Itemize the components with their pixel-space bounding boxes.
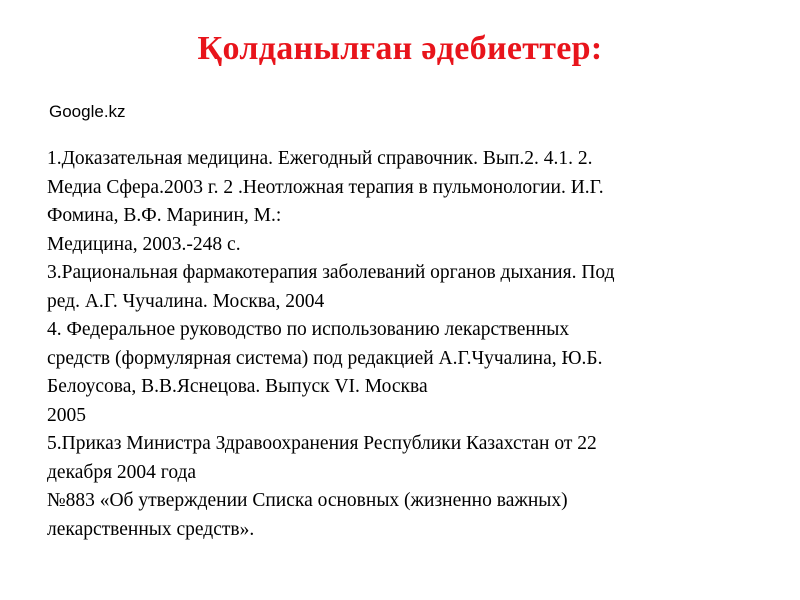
references-list — [47, 145, 777, 544]
reference-line: лекарственных средств». — [47, 518, 255, 540]
reference-line: декабря 2004 года — [47, 461, 197, 483]
reference-line: ред. А.Г. Чучалина. Москва, 2004 — [47, 290, 325, 312]
reference-line: 4. Федеральное руководство по использованию лекарственных — [47, 319, 570, 340]
reference-line: средств (формулярная система) под редакцией А.Г.Чучалина, Ю.Б. — [47, 347, 603, 369]
slide-title: Қолданылған әдебиеттер: — [197, 30, 603, 67]
reference-line: 3.Рациональная фармакотерапия заболеваний органов дыхания. Под — [47, 262, 615, 283]
source-label: Google.kz — [49, 102, 126, 121]
reference-line: Фомина, В.Ф. Маринин, М.: — [47, 205, 282, 226]
reference-line: 2005 — [47, 404, 86, 426]
reference-line: Медиа Сфера.2003 г. 2 .Неотложная терапия в пульмонологии. И.Г. — [47, 176, 604, 198]
reference-line: 5.Приказ Министра Здравоохранения Республики Казахстан от 22 — [47, 433, 597, 454]
reference-line: Белоусова, В.В.Яснецова. Выпуск VI. Москва — [47, 376, 428, 397]
reference-line: Медицина, 2003.-248 с. — [47, 233, 241, 255]
reference-line: №883 «Об утверждении Списка основных (жизненно важных) — [47, 490, 568, 511]
reference-line: 1.Доказательная медицина. Ежегодный справочник. Вып.2. 4.1. 2. — [47, 148, 593, 169]
